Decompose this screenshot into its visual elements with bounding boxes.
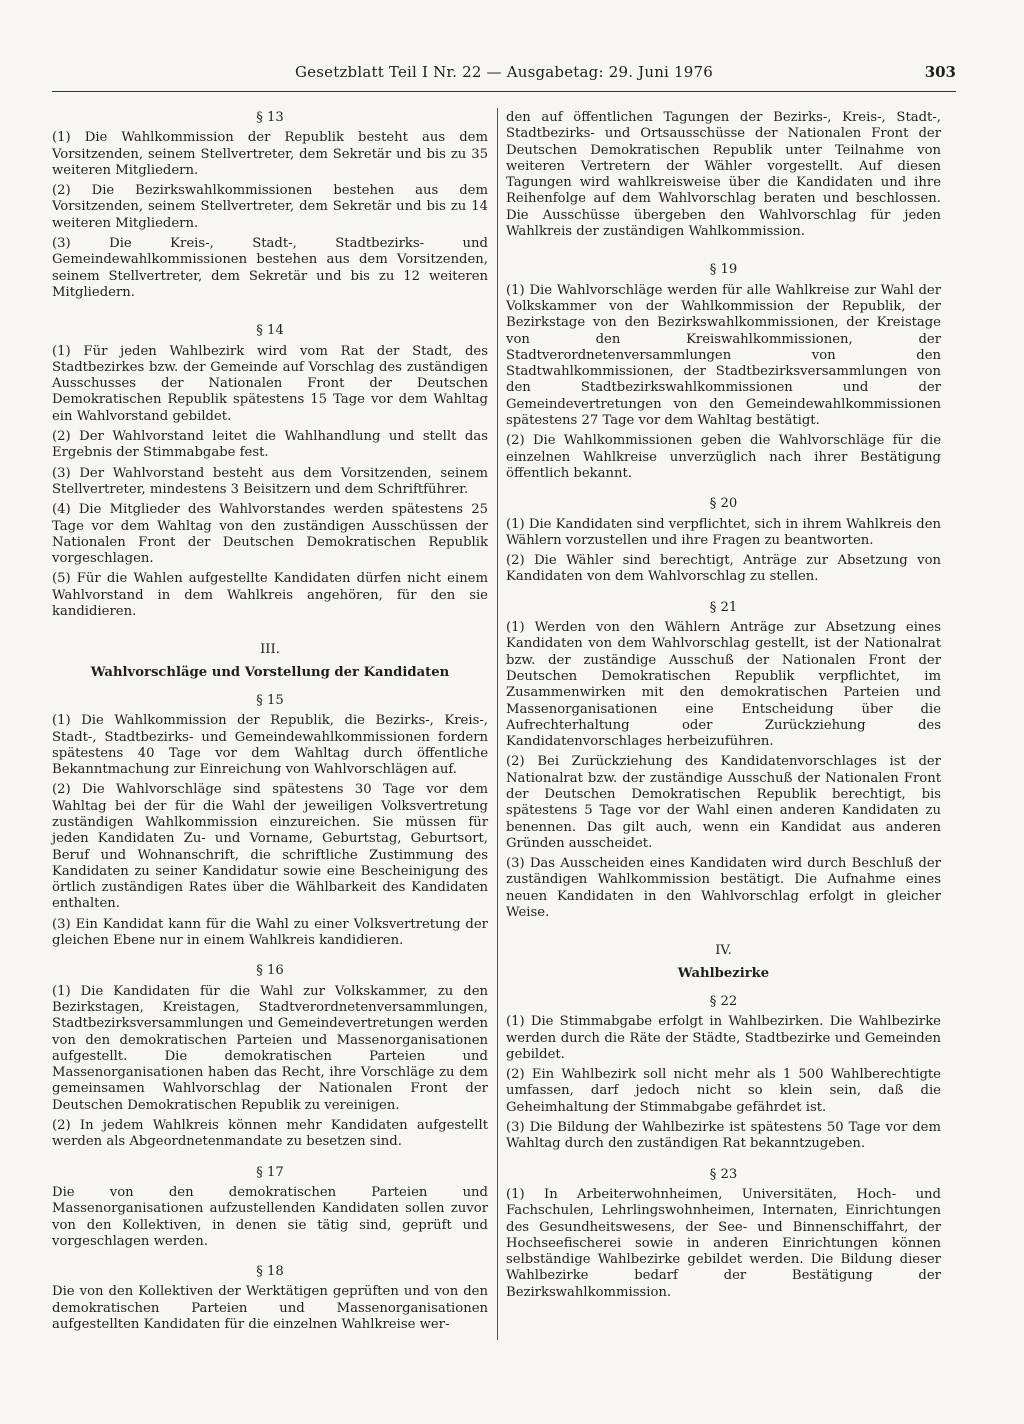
- section-19-paragraph-2: (2) Die Wahlkommissionen geben die Wahlvorschläge für die einzelnen Wahlkreise unverzüglich nach ihrer Bestätigung öffentlich bekannt.: [506, 433, 941, 481]
- part-3-title: Wahlvorschläge und Vorstellung der Kandidaten: [90, 664, 450, 680]
- section-15-heading: § 15: [256, 692, 284, 708]
- section-22-paragraph-1: (1) Die Stimmabgabe erfolgt in Wahlbezirken. Die Wahlbezirke werden durch die Räte der Städte, Stadtbezirke und Gemeinden gebildet.: [506, 1014, 941, 1062]
- section-15-paragraph-2: (2) Die Wahlvorschläge sind spätestens 30 Tage vor dem Wahltag bei der für die Wahl der jeweiligen Volksvertretung zuständigen Wahlkommission einzureichen. Sie müssen für jeden Kandidaten Zu- und Vorname, Geburtstag, Geburtsort, Beruf und Wohnanschrift, die schriftliche Zustimmung des Kandidaten zu seiner Kandidatur sowie eine Bescheinigung des örtlich zuständigen Rates über die Wählbarkeit des Kandidaten enthalten.: [52, 782, 488, 912]
- section-17-heading: § 17: [256, 1164, 284, 1180]
- section-20-heading: § 20: [709, 496, 738, 512]
- page-header: [52, 61, 956, 92]
- section-15-paragraph-3: (3) Ein Kandidat kann für die Wahl zu einer Volksvertretung der gleichen Ebene nur in einem Wahlkreis kandidieren.: [52, 916, 488, 949]
- section-19-paragraph-1: (1) Die Wahlvorschläge werden für alle Wahlkreise zur Wahl der Volkskammer von der Wahlkommission der Republik, der Bezirkstage von den Bezirkswahlkommissionen, der Kreistage von den Kreiswahlkommissionen, der Stadtverordnetenversammlungen von den Stadtwahlkommissionen, der Stadtbezirksversammlungen von den Stadtbezirkswahlkommissionen und der Gemeindevertretungen von den Gemeindewahlkommissionen spätestens 27 Tage vor dem Wahltag bestätigt.: [506, 282, 941, 429]
- part-4-title: Wahlbezirke: [677, 965, 770, 981]
- section-18-paragraph-1: Die von den Kollektiven der Werktätigen geprüften und von den demokratischen Parteien und Massenorganisationen aufgestellten Kandidaten für die einzelnen Wahlkreise wer-: [52, 1284, 488, 1332]
- section-13-paragraph-2: (2) Die Bezirkswahlkommissionen bestehen aus dem Vorsitzenden, seinem Stellvertreter, dem Sekretär und bis zu 14 weiteren Mitgliedern.: [52, 183, 488, 231]
- section-16-paragraph-1: (1) Die Kandidaten für die Wahl zur Volkskammer, zu den Bezirkstagen, Kreistagen, Stadtverordnetenversammlungen, Stadtbezirksversammlungen und Gemeindevertretungen werden von den demokratischen Parteien und Massenorganisationen aufgestellt. Die demokratischen Parteien und Massenorganisationen haben das Recht, ihre Vorschläge zu dem gemeinsamen Wahlvorschlag der Nationalen Front der Deutschen Demokratischen Republik zu vereinigen.: [52, 983, 488, 1113]
- section-14-paragraph-4: (4) Die Mitglieder des Wahlvorstandes werden spätestens 25 Tage vor dem Wahltag von den zuständigen Ausschüssen der Nationalen Front der Deutschen Demokratischen Republik vorgeschlagen.: [52, 502, 488, 567]
- section-22-paragraph-2: (2) Ein Wahlbezirk soll nicht mehr als 1 500 Wahlberechtigte umfassen, darf jedoch nicht so klein sein, daß die Geheimhaltung der Stimmabgabe gefährdet ist.: [506, 1067, 941, 1115]
- section-17-paragraph-1: Die von den demokratischen Parteien und Massenorganisationen aufzustellenden Kandidaten sollen zuvor von den Kollektiven, in denen sie tätig sind, geprüft und vorgeschlagen werden.: [52, 1184, 488, 1249]
- section-13-paragraph-1: (1) Die Wahlkommission der Republik besteht aus dem Vorsitzenden, seinem Stellvertreter, dem Sekretär und bis zu 35 weiteren Mitgliedern.: [52, 130, 488, 178]
- section-21-heading: § 21: [709, 599, 738, 615]
- section-14-paragraph-2: (2) Der Wahlvorstand leitet die Wahlhandlung und stellt das Ergebnis der Stimmabgabe fest.: [52, 429, 488, 461]
- section-22-heading: § 22: [709, 993, 738, 1009]
- left-column: [52, 110, 488, 1337]
- section-20-paragraph-2: (2) Die Wähler sind berechtigt, Anträge zur Absetzung von Kandidaten von dem Wahlvorschlag zu stellen.: [506, 553, 941, 585]
- section-19-heading: § 19: [709, 262, 738, 278]
- section-13-heading: § 13: [256, 110, 284, 125]
- section-23-heading: § 23: [709, 1166, 738, 1182]
- section-18-heading: § 18: [256, 1264, 284, 1280]
- section-21-paragraph-3: (3) Das Ausscheiden eines Kandidaten wird durch Beschluß der zuständigen Wahlkommission bestätigt. Die Aufnahme eines neuen Kandidaten in den Wahlvorschlag erfolgt in gleicher Weise.: [506, 856, 941, 921]
- section-16-paragraph-2: (2) In jedem Wahlkreis können mehr Kandidaten aufgestellt werden als Abgeordnetenmandate zu besetzen sind.: [52, 1118, 488, 1150]
- right-column: [506, 110, 941, 1305]
- section-15-paragraph-1: (1) Die Wahlkommission der Republik, die Bezirks-, Kreis-, Stadt-, Stadtbezirks- und Gemeindewahlkommissionen fordern spätestens 40 Tage vor dem Wahltag durch öffentliche Bekanntmachung zur Einreichung von Wahlvorschlägen auf.: [52, 713, 488, 778]
- section-23-paragraph-1: (1) In Arbeiterwohnheimen, Universitäten, Hoch- und Fachschulen, Lehrlingswohnheimen, Internaten, Einrichtungen des Gesundheitswesens, der See- und Binnenschiffahrt, der Hochseefischerei sowie in anderen Einrichtungen können selbständige Wahlbezirke gebildet werden. Die Bildung dieser Wahlbezirke bedarf der Bestätigung der Bezirkswahlkommission.: [506, 1186, 941, 1300]
- section-20-paragraph-1: (1) Die Kandidaten sind verpflichtet, sich in ihrem Wahlkreis den Wählern vorzustellen und ihre Fragen zu beantworten.: [506, 516, 941, 548]
- section-14-paragraph-3: (3) Der Wahlvorstand besteht aus dem Vorsitzenden, seinem Stellvertreter, mindestens 3 Beisitzern und dem Schriftführer.: [52, 465, 488, 497]
- section-22-paragraph-3: (3) Die Bildung der Wahlbezirke ist spätestens 50 Tage vor dem Wahltag durch den zuständigen Rat bekanntzugeben.: [506, 1120, 941, 1152]
- section-14-heading: § 14: [256, 323, 284, 339]
- section-13-paragraph-3: (3) Die Kreis-, Stadt-, Stadtbezirks- und Gemeindewahlkommissionen bestehen aus dem Vorsitzenden, seinem Stellvertreter, dem Sekretär und bis zu 12 weiteren Mitgliedern.: [52, 236, 488, 300]
- section-16-heading: § 16: [256, 963, 284, 979]
- section-14-paragraph-1: (1) Für jeden Wahlbezirk wird vom Rat der Stadt, des Stadtbezirkes bzw. der Gemeinde auf Vorschlag des zuständigen Ausschusses der Nationalen Front der Deutschen Demokratischen Republik spätestens 15 Tage vor dem Wahltag ein Wahlvorstand gebildet.: [52, 343, 488, 424]
- section-14-paragraph-5: (5) Für die Wahlen aufgestellte Kandidaten dürfen nicht einem Wahlvorstand in dem Wahlkreis angehören, für den sie kandidieren.: [52, 571, 488, 620]
- page-number: 303: [924, 63, 956, 81]
- part-4-number: IV.: [715, 943, 732, 959]
- column-divider: [497, 108, 498, 1340]
- section-21-paragraph-1: (1) Werden von den Wählern Anträge zur Absetzung eines Kandidaten von dem Wahlvorschlag gestellt, ist der Nationalrat bzw. der zuständige Ausschuß der Nationalen Front der Deutschen Demokratischen Republik verpflichtet, im Zusammenwirken mit den demokratischen Parteien und Massenorganisationen eine Entscheidung über die Aufrechterhaltung oder Zurückziehung des Kandidatenvorschlages herbeizuführen.: [506, 620, 941, 750]
- gazette-header-title: Gesetzblatt Teil I Nr. 22 — Ausgabetag: 29. Juni 1976: [294, 63, 714, 81]
- part-3-number: III.: [260, 642, 280, 658]
- section-18-continuation: den auf öffentlichen Tagungen der Bezirks-, Kreis-, Stadt-, Stadtbezirks- und Ortsausschüsse der Nationalen Front der Deutschen Demokratischen Republik unter Teilnahme von weiteren Vertretern der Wähler vorgestellt. Auf diesen Tagungen wird wahlkreisweise über die Kandidaten und ihre Reihenfolge auf dem Wahlvorschlag beraten und beschlossen. Die Ausschüsse übergeben den Wahlvorschlag für jeden Wahlkreis der zuständigen Wahlkommission.: [506, 110, 941, 240]
- section-21-paragraph-2: (2) Bei Zurückziehung des Kandidatenvorschlages ist der Nationalrat bzw. der zuständige Ausschuß der Nationalen Front der Deutschen Demokratischen Republik berechtigt, bis spätestens 5 Tage vor der Wahl einen anderen Kandidaten zu benennen. Das gilt auch, wenn ein Kandidat aus anderen Gründen ausscheidet.: [506, 754, 941, 851]
